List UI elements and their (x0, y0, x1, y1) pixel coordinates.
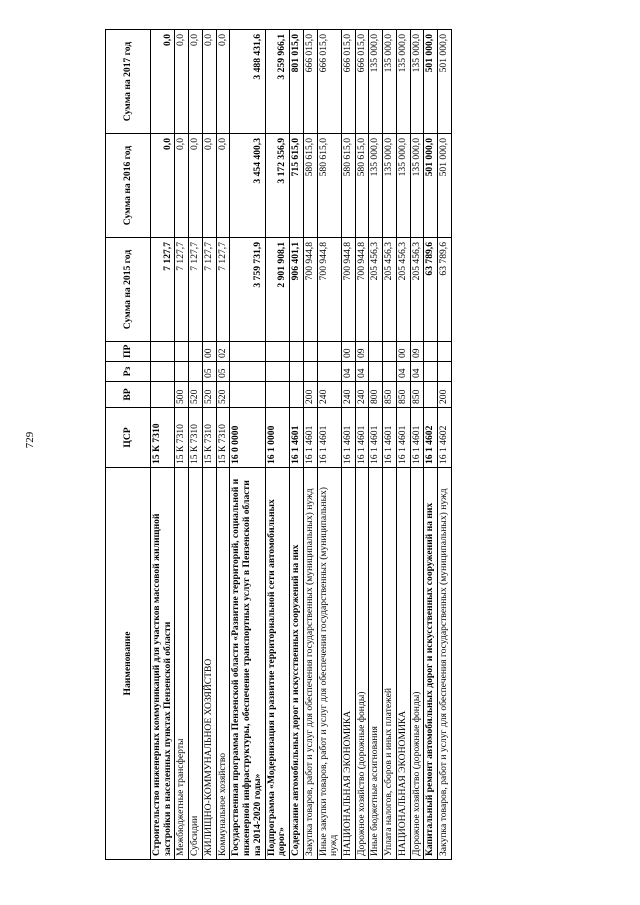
sum-2017-cell: 666 015,0 (355, 30, 369, 134)
sum-2015-cell: 2 901 908,1 (265, 238, 289, 342)
table-row (290, 30, 304, 860)
csr-cell: 16 1 4602 (438, 408, 452, 468)
csr-cell: 16 1 4601 (342, 408, 356, 468)
pr-cell: 09 (410, 342, 424, 362)
table-row (369, 30, 383, 860)
pr-cell: 00 (396, 342, 410, 362)
pr-cell (230, 342, 265, 362)
rz-cell: 04 (396, 362, 410, 382)
rz-cell (369, 362, 383, 382)
sum-2015-cell: 63 789,6 (438, 238, 452, 342)
table-row (230, 30, 265, 860)
sum-2015-cell: 7 127,7 (189, 238, 203, 342)
csr-cell: 15 К 7310 (189, 408, 203, 468)
rz-cell: 04 (355, 362, 369, 382)
sum-2015-cell: 63 789,6 (424, 238, 438, 342)
rotated-page-content (105, 30, 547, 860)
sum-2015-cell: 7 127,7 (216, 238, 230, 342)
table-row (355, 30, 369, 860)
sum-2016-cell: 135 000,0 (383, 134, 397, 238)
sum-2016-cell: 580 615,0 (355, 134, 369, 238)
vr-cell: 800 (369, 382, 383, 408)
pr-cell (424, 342, 438, 362)
vr-cell: 200 (438, 382, 452, 408)
pr-cell (438, 342, 452, 362)
vr-cell: 240 (355, 382, 369, 408)
sum-2015-cell: 700 944,8 (303, 238, 317, 342)
sum-2017-cell: 0,0 (202, 30, 216, 134)
csr-cell: 16 1 4601 (396, 408, 410, 468)
name-cell: Коммунальное хозяйство (216, 468, 230, 860)
vr-cell (290, 382, 304, 408)
sum-2016-cell: 580 615,0 (303, 134, 317, 238)
csr-cell: 15 К 7310 (151, 408, 175, 468)
pr-cell (317, 342, 341, 362)
pr-cell: 00 (202, 342, 216, 362)
vr-cell (230, 382, 265, 408)
header-rz: Рз (106, 362, 151, 382)
name-cell: Дорожное хозяйство (дорожные фонды) (355, 468, 369, 860)
rz-cell: 04 (342, 362, 356, 382)
rz-cell (303, 362, 317, 382)
header-csr: ЦСР (106, 408, 151, 468)
rz-cell (317, 362, 341, 382)
sum-2017-cell: 801 015,0 (290, 30, 304, 134)
sum-2016-cell: 0,0 (189, 134, 203, 238)
table-row (396, 30, 410, 860)
sum-2016-cell: 0,0 (202, 134, 216, 238)
table-row (438, 30, 452, 860)
table-row (216, 30, 230, 860)
name-cell: Иные бюджетные ассигнования (369, 468, 383, 860)
vr-cell: 850 (410, 382, 424, 408)
name-cell: Закупка товаров, работ и услуг для обеспечения государственных (муниципальных) нужд (303, 468, 317, 860)
table-row (342, 30, 356, 860)
name-cell: Содержание автомобильных дорог и искусственных сооружений на них (290, 468, 304, 860)
rz-cell (265, 362, 289, 382)
sum-2016-cell: 580 615,0 (342, 134, 356, 238)
sum-2017-cell: 135 000,0 (369, 30, 383, 134)
csr-cell: 16 1 4602 (424, 408, 438, 468)
rz-cell (438, 362, 452, 382)
csr-cell: 16 1 4601 (303, 408, 317, 468)
pr-cell (175, 342, 189, 362)
vr-cell: 520 (189, 382, 203, 408)
rz-cell (189, 362, 203, 382)
vr-cell (265, 382, 289, 408)
table-row (189, 30, 203, 860)
header-name: Наименование (106, 468, 151, 860)
sum-2015-cell: 7 127,7 (175, 238, 189, 342)
sum-2015-cell: 700 944,8 (355, 238, 369, 342)
rz-cell (151, 362, 175, 382)
rz-cell: 05 (202, 362, 216, 382)
sum-2017-cell: 0,0 (151, 30, 175, 134)
pr-cell (369, 342, 383, 362)
csr-cell: 16 1 4601 (383, 408, 397, 468)
vr-cell: 850 (383, 382, 397, 408)
sum-2015-cell: 7 127,7 (151, 238, 175, 342)
pr-cell: 02 (216, 342, 230, 362)
sum-2017-cell: 666 015,0 (342, 30, 356, 134)
header-row (106, 30, 151, 860)
sum-2016-cell: 501 000,0 (438, 134, 452, 238)
rz-cell (175, 362, 189, 382)
name-cell: Дорожное хозяйство (дорожные фонды) (410, 468, 424, 860)
vr-cell: 500 (175, 382, 189, 408)
header-sum-2017: Сумма на 2017 год (106, 30, 151, 134)
rz-cell: 04 (410, 362, 424, 382)
sum-2017-cell: 3 488 431,6 (230, 30, 265, 134)
name-cell: Государственная программа Пензенской области «Развитие территорий, социальной и инженерной инфраструктуры, обеспечение транспортных услуг в Пензенской области на 2014-2020 годы» (230, 468, 265, 860)
rz-cell: 05 (216, 362, 230, 382)
sum-2016-cell: 3 454 400,3 (230, 134, 265, 238)
name-cell: Субсидии (189, 468, 203, 860)
header-sum-2016: Сумма на 2016 год (106, 134, 151, 238)
table-row (151, 30, 175, 860)
name-cell: Иные закупки товаров, работ и услуг для обеспечения государственных (муниципальных) нужд (317, 468, 341, 860)
sum-2015-cell: 700 944,8 (317, 238, 341, 342)
vr-cell: 240 (317, 382, 341, 408)
name-cell: Закупка товаров, работ и услуг для обеспечения государственных (муниципальных) нужд (438, 468, 452, 860)
sum-2017-cell: 0,0 (175, 30, 189, 134)
pr-cell (290, 342, 304, 362)
sum-2017-cell: 135 000,0 (396, 30, 410, 134)
sum-2016-cell: 135 000,0 (369, 134, 383, 238)
table-row (175, 30, 189, 860)
sum-2015-cell: 7 127,7 (202, 238, 216, 342)
csr-cell: 16 1 4601 (355, 408, 369, 468)
name-cell: НАЦИОНАЛЬНАЯ ЭКОНОМИКА (342, 468, 356, 860)
page-number: 729 (24, 431, 36, 449)
sum-2015-cell: 205 456,3 (369, 238, 383, 342)
sum-2017-cell: 501 000,0 (438, 30, 452, 134)
name-cell: Уплата налогов, сборов и иных платежей (383, 468, 397, 860)
sum-2015-cell: 205 456,3 (410, 238, 424, 342)
csr-cell: 16 1 4601 (369, 408, 383, 468)
pr-cell (383, 342, 397, 362)
csr-cell: 16 1 4601 (317, 408, 341, 468)
vr-cell: 520 (216, 382, 230, 408)
pr-cell: 00 (342, 342, 356, 362)
name-cell: Капитальный ремонт автомобильных дорог и искусственных сооружений на них (424, 468, 438, 860)
sum-2017-cell: 135 000,0 (383, 30, 397, 134)
table-row (202, 30, 216, 860)
vr-cell (151, 382, 175, 408)
sum-2015-cell: 3 759 731,9 (230, 238, 265, 342)
vr-cell: 520 (202, 382, 216, 408)
table-header (106, 30, 151, 860)
rz-cell (424, 362, 438, 382)
sum-2017-cell: 666 015,0 (317, 30, 341, 134)
pr-cell: 09 (355, 342, 369, 362)
name-cell: Строительство инженерных коммуникаций для участков массовой жилищной застройки в населенных пунктах Пензенской области (151, 468, 175, 860)
sum-2016-cell: 0,0 (175, 134, 189, 238)
csr-cell: 16 1 0000 (265, 408, 289, 468)
sum-2016-cell: 501 000,0 (424, 134, 438, 238)
name-cell: Межбюджетные трансферты (175, 468, 189, 860)
sum-2017-cell: 666 015,0 (303, 30, 317, 134)
vr-cell (424, 382, 438, 408)
csr-cell: 16 1 4601 (290, 408, 304, 468)
csr-cell: 16 1 4601 (410, 408, 424, 468)
sum-2015-cell: 205 456,3 (383, 238, 397, 342)
rz-cell (290, 362, 304, 382)
sum-2016-cell: 580 615,0 (317, 134, 341, 238)
sum-2017-cell: 3 259 966,1 (265, 30, 289, 134)
csr-cell: 15 К 7310 (175, 408, 189, 468)
pr-cell (151, 342, 175, 362)
csr-cell: 15 К 7310 (202, 408, 216, 468)
pr-cell (303, 342, 317, 362)
sum-2016-cell: 135 000,0 (396, 134, 410, 238)
vr-cell: 200 (303, 382, 317, 408)
rz-cell (230, 362, 265, 382)
sum-2017-cell: 135 000,0 (410, 30, 424, 134)
sum-2015-cell: 906 401,1 (290, 238, 304, 342)
name-cell: Подпрограмма «Модернизация и развитие территориальной сети автомобильных дорог» (265, 468, 289, 860)
pr-cell (189, 342, 203, 362)
header-sum-2015: Сумма на 2015 год (106, 238, 151, 342)
table-row (410, 30, 424, 860)
vr-cell: 240 (342, 382, 356, 408)
table-row (383, 30, 397, 860)
table-row (303, 30, 317, 860)
sum-2016-cell: 715 615,0 (290, 134, 304, 238)
sum-2017-cell: 501 000,0 (424, 30, 438, 134)
sum-2016-cell: 0,0 (216, 134, 230, 238)
sum-2016-cell: 3 172 356,9 (265, 134, 289, 238)
name-cell: НАЦИОНАЛЬНАЯ ЭКОНОМИКА (396, 468, 410, 860)
table-row (265, 30, 289, 860)
sum-2016-cell: 0,0 (151, 134, 175, 238)
pr-cell (265, 342, 289, 362)
sum-2017-cell: 0,0 (189, 30, 203, 134)
csr-cell: 15 К 7310 (216, 408, 230, 468)
table-row (424, 30, 438, 860)
rz-cell (383, 362, 397, 382)
header-vr: ВР (106, 382, 151, 408)
budget-table (105, 29, 452, 860)
header-pr: ПР (106, 342, 151, 362)
sum-2015-cell: 205 456,3 (396, 238, 410, 342)
csr-cell: 16 0 0000 (230, 408, 265, 468)
sum-2016-cell: 135 000,0 (410, 134, 424, 238)
sum-2015-cell: 700 944,8 (342, 238, 356, 342)
vr-cell: 850 (396, 382, 410, 408)
table-row (317, 30, 341, 860)
name-cell: ЖИЛИЩНО-КОММУНАЛЬНОЕ ХОЗЯЙСТВО (202, 468, 216, 860)
table-body (151, 30, 452, 860)
sum-2017-cell: 0,0 (216, 30, 230, 134)
